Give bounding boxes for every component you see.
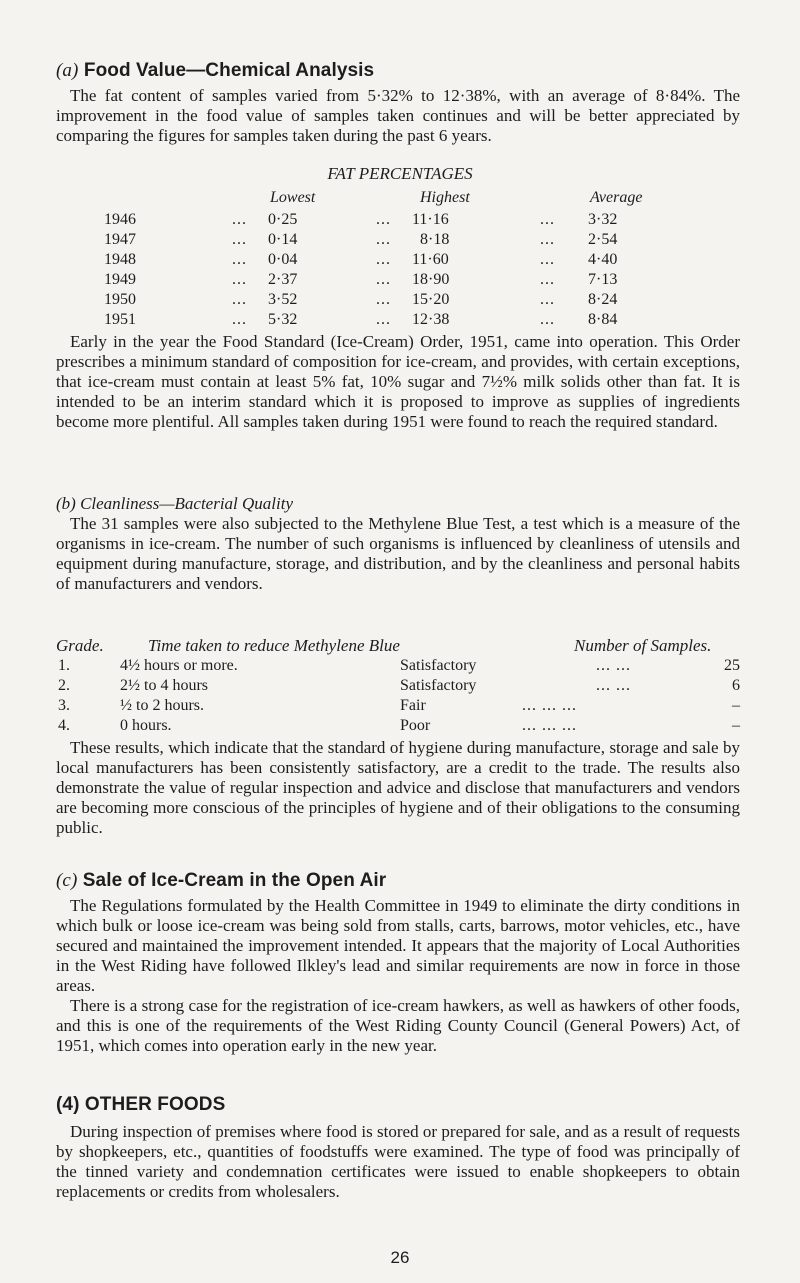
header-grade: Grade.	[56, 636, 104, 655]
grade-number: 25	[724, 657, 740, 674]
row-average: 4·40	[588, 251, 618, 268]
row-average: 8·84	[588, 311, 618, 328]
row-highest: 18·90	[412, 271, 450, 288]
page-number: 26	[390, 1248, 410, 1267]
section-c-heading	[56, 870, 740, 892]
table-row-year: 1950	[104, 291, 136, 308]
leader-dots: ... ...	[596, 657, 631, 674]
leader-dots: ...	[232, 211, 247, 228]
leader-dots: ...	[540, 251, 555, 268]
table-row-year: 1949	[104, 271, 136, 288]
section-4-title: OTHER FOODS	[84, 1094, 226, 1115]
row-average: 8·24	[588, 291, 618, 308]
leader-dots: ...	[376, 291, 391, 308]
section-4-paragraph: During inspection of premises where food is stored or prepared for sale, and as a result of requests by shopkeepers, etc., quantities of foodstuffs were examined. The type of food was principally of the tinned variety and condemnation certificates were issued to enable shopkeepers to obtain replacements or credits from wholesalers.	[56, 1122, 740, 1201]
section-c-label: (c)	[56, 870, 78, 891]
section-a-label: (a)	[56, 60, 79, 81]
header-average: Average	[590, 189, 643, 206]
results-paragraph: These results, which indicate that the standard of hygiene during manufacture, storage and sale by local manufacturers has been consistently satisfactory, are a credit to the trade. The results also demonstrate the value of regular inspection and advice and disclose that manufacturers and vendors are becoming more conscious of the principles of hygiene and of their obligations to the consuming public.	[56, 738, 740, 837]
section-c-title: Sale of Ice-Cream in the Open Air	[82, 870, 387, 891]
row-lowest: 3·52	[268, 291, 298, 308]
row-average: 7·13	[588, 271, 618, 288]
order-paragraph: Early in the year the Food Standard (Ice-Cream) Order, 1951, came into operation. This Order prescribes a minimum standard of composition for ice-cream, and provides, with certain exceptions, that ice-cream must contain at least 5% fat, 10% sugar and 7½% milk solids other than fat. It is intended to be an interim standard which it is proposed to improve as supplies of ingredients become more plentiful. All samples taken during 1951 were found to reach the required standard.	[56, 332, 740, 431]
leader-dots: ... ... ...	[522, 717, 577, 734]
leader-dots: ...	[232, 291, 247, 308]
leader-dots: ...	[232, 231, 247, 248]
section-4-heading	[56, 1094, 740, 1116]
row-lowest: 5·32	[268, 311, 298, 328]
leader-dots: ...	[232, 311, 247, 328]
grade-number: 6	[732, 677, 740, 694]
row-highest: 15·20	[412, 291, 450, 308]
section-c-paragraph-2: There is a strong case for the registration of ice-cream hawkers, as well as hawkers of other foods, and this is one of the requirements of the West Riding County Council (General Powers) Act, of 1951, which comes into operation early in the new year.	[56, 996, 740, 1055]
leader-dots: ...	[376, 231, 391, 248]
grade-time: 2½ to 4 hours	[120, 677, 208, 694]
leader-dots: ...	[232, 271, 247, 288]
section-b-paragraph: The 31 samples were also subjected to the Methylene Blue Test, a test which is a measure of the organisms in ice-cream. The number of such organisms is influenced by cleanliness of utensils and equipment during manufacture, storage, and distribution, and by the cleanliness and personal habits of manufacturers and vendors.	[56, 514, 740, 593]
fat-table-title: FAT PERCENTAGES	[327, 164, 473, 183]
grade-time: 0 hours.	[120, 717, 172, 734]
header-lowest: Lowest	[270, 189, 316, 206]
table-row-year: 1947	[104, 231, 136, 248]
row-highest: 11·16	[412, 211, 449, 228]
section-a-paragraph: The fat content of samples varied from 5·32% to 12·38%, with an average of 8·84%. The improvement in the food value of samples taken continues and will be better appreciated by comparing the figures for samples taken during the past 6 years.	[56, 86, 740, 145]
section-a-heading	[56, 60, 740, 82]
row-lowest: 0·04	[268, 251, 298, 268]
grade-time: 4½ hours or more.	[120, 657, 238, 674]
row-highest: 11·60	[412, 251, 449, 268]
leader-dots: ...	[376, 211, 391, 228]
grade-number: –	[732, 717, 740, 734]
table-row-year: 1948	[104, 251, 136, 268]
row-lowest: 2·37	[268, 271, 298, 288]
header-time: Time taken to reduce Methylene Blue	[148, 636, 400, 655]
row-highest: 8·18	[420, 231, 450, 248]
grade-time: ½ to 2 hours.	[120, 697, 204, 714]
grade-result: Satisfactory	[400, 677, 477, 694]
leader-dots: ... ... ...	[522, 697, 577, 714]
grade-label: 3.	[58, 697, 70, 714]
grade-label: 2.	[58, 677, 70, 694]
section-b-title: (b) Cleanliness—Bacterial Quality	[56, 494, 294, 513]
grade-label: 4.	[58, 717, 70, 734]
grade-number: –	[732, 697, 740, 714]
section-c-paragraph-1: The Regulations formulated by the Health Committee in 1949 to eliminate the dirty conditions in which bulk or loose ice-cream was being sold from stalls, carts, barrows, motor vehicles, etc., have secured and maintained the improvement intended. It appears that the majority of Local Authorities in the West Riding have followed Ilkley's lead and similar requirements are now in force in those areas.	[56, 896, 740, 995]
leader-dots: ...	[540, 311, 555, 328]
section-4-label: (4)	[56, 1094, 80, 1115]
table-row-year: 1951	[104, 311, 136, 328]
leader-dots: ...	[540, 231, 555, 248]
section-a-title: Food Value—Chemical Analysis	[83, 60, 375, 81]
leader-dots: ...	[232, 251, 247, 268]
row-lowest: 0·25	[268, 211, 298, 228]
header-highest: Highest	[420, 189, 470, 206]
row-average: 2·54	[588, 231, 618, 248]
leader-dots: ...	[376, 311, 391, 328]
leader-dots: ...	[376, 251, 391, 268]
leader-dots: ...	[540, 271, 555, 288]
leader-dots: ...	[540, 211, 555, 228]
row-lowest: 0·14	[268, 231, 298, 248]
grade-label: 1.	[58, 657, 70, 674]
row-highest: 12·38	[412, 311, 450, 328]
row-average: 3·32	[588, 211, 618, 228]
grade-result: Poor	[400, 717, 431, 734]
grade-result: Satisfactory	[400, 657, 477, 674]
grade-result: Fair	[400, 697, 426, 714]
table-row-year: 1946	[104, 211, 136, 228]
leader-dots: ...	[376, 271, 391, 288]
leader-dots: ... ...	[596, 677, 631, 694]
leader-dots: ...	[540, 291, 555, 308]
header-number: Number of Samples.	[574, 636, 712, 655]
